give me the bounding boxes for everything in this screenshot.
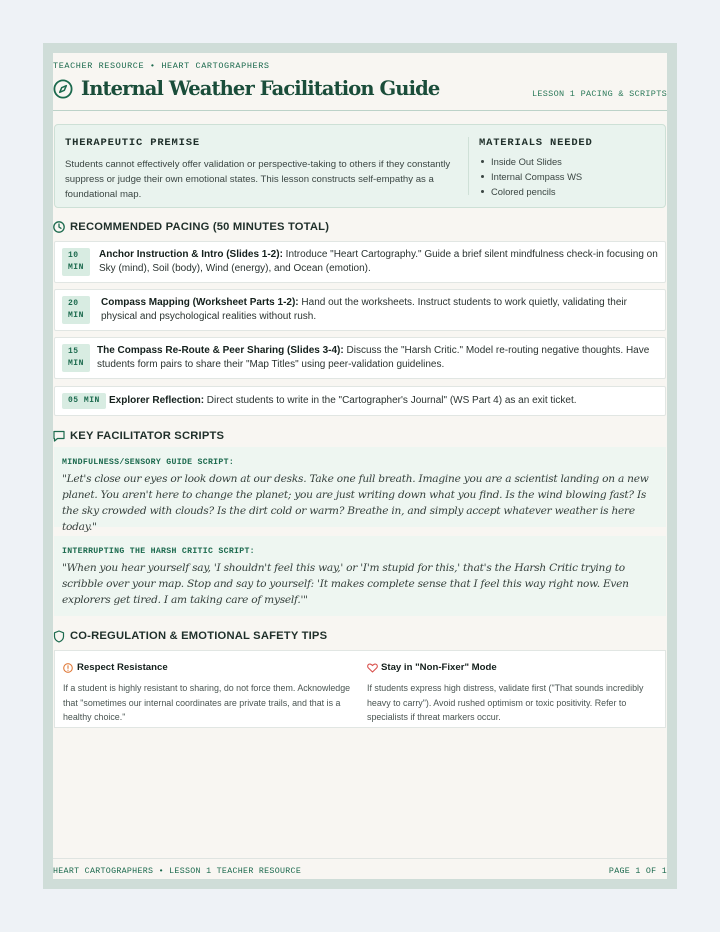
document-page (53, 53, 667, 879)
clock-icon (53, 221, 65, 233)
tip-header (367, 660, 657, 676)
script-quote: "When you hear yourself say, 'I shouldn't feel this way,' or 'I'm stupid for this,' that's the Harsh Critic trying to scribble over your map. Stop and say to yourself: 'It makes complete sense that I feel this way right now. Even explorers get tired. I am taking care of myself.'" (62, 562, 629, 606)
lesson-tag: LESSON 1 PACING & SCRIPTS (531, 89, 667, 99)
materials-item: Inside Out Slides (479, 154, 659, 169)
materials-heading: MATERIALS NEEDED (479, 137, 593, 149)
tips-section-heading (53, 628, 667, 644)
tips-card (54, 650, 666, 728)
pacing-text (97, 344, 661, 372)
footer-label: HEART CARTOGRAPHERS • LESSON 1 TEACHER RESOURCE (53, 867, 302, 876)
premise-section (65, 137, 455, 202)
script-card (54, 447, 666, 533)
tip-text: If a student is highly resistant to sharing, do not force them. Acknowledge that "sometimes our internal coordinates are private trails, and that is a healthy choice." (63, 683, 351, 722)
footer-divider (53, 858, 667, 859)
premise-box (54, 124, 666, 208)
tip-item (63, 660, 353, 725)
pacing-item (54, 337, 666, 379)
pacing-text (109, 394, 661, 408)
pacing-description: Hand out the worksheets. Instruct students to work quietly, validating their physical and psychological realities without rush. (101, 297, 627, 322)
tip-header (63, 660, 353, 676)
tip-title: Respect Resistance (77, 662, 168, 673)
materials-item: Internal Compass WS (479, 169, 659, 184)
pacing-description: Discuss the "Harsh Critic." Model re-routing negative thoughts. Have students form pairs to share their "Map Titles" using peer-validation guidelines. (97, 345, 650, 370)
scripts-section-heading (53, 428, 667, 444)
time-badge: 05 MIN (62, 393, 106, 409)
time-badge: 20 MIN (62, 296, 90, 324)
pacing-section-heading (53, 219, 667, 235)
pacing-text (99, 248, 661, 276)
premise-divider (468, 137, 469, 195)
speech-bubble-icon (53, 430, 65, 442)
shield-icon (53, 630, 65, 643)
materials-section (479, 137, 659, 199)
title-row (53, 76, 667, 106)
pacing-item (54, 241, 666, 283)
script-label: MINDFULNESS/SENSORY GUIDE SCRIPT: (62, 458, 235, 467)
tips-heading: CO-REGULATION & EMOTIONAL SAFETY TIPS (70, 630, 328, 642)
materials-item: Colored pencils (479, 184, 659, 199)
tip-text: If students express high distress, validate first ("That sounds incredibly heavy to carry"). Avoid rushed optimism or toxic positivity. Refer to specialists if threat markers occur. (367, 683, 644, 722)
time-badge: 15 MIN (62, 344, 90, 372)
premise-text: Students cannot effectively offer validation or perspective-taking to others if they constantly suppress or judge their own emotional states. This lesson constructs self-empathy as a foundational map. (65, 159, 451, 200)
tip-title: Stay in "Non-Fixer" Mode (381, 662, 497, 673)
pacing-title: The Compass Re-Route & Peer Sharing (Slides 3-4): (97, 345, 344, 356)
page-title: Internal Weather Facilitation Guide (81, 77, 440, 100)
info-circle-icon (63, 663, 73, 673)
pacing-text (101, 296, 661, 324)
premise-heading: THERAPEUTIC PREMISE (65, 137, 200, 149)
page-number: PAGE 1 OF 1 (608, 867, 667, 876)
script-quote: "Let's close our eyes or look down at our desks. Take one full breath. Imagine you are a scientist landing on a new planet. You aren't here to change the planet; you are just writing down what you find. Is the wind blowing fast? Is the sky crowded with clouds? Is the dirt cold or warm? Breathe in, and simply accept whatever weather is here today." (62, 473, 649, 533)
script-card (54, 536, 666, 616)
eyebrow-label: TEACHER RESOURCE • HEART CARTOGRAPHERS (53, 61, 270, 71)
header-divider (53, 110, 667, 111)
scripts-heading: KEY FACILITATOR SCRIPTS (70, 430, 225, 442)
time-badge: 10 MIN (62, 248, 90, 276)
pacing-description: Direct students to write in the "Cartographer's Journal" (WS Part 4) as an exit ticket. (204, 395, 577, 406)
pacing-title: Explorer Reflection: (109, 395, 205, 406)
compass-icon (53, 79, 73, 99)
tip-item (367, 660, 657, 725)
materials-list (479, 154, 659, 199)
pacing-item (54, 386, 666, 416)
heart-icon (367, 663, 378, 673)
pacing-heading: RECOMMENDED PACING (50 MINUTES TOTAL) (70, 221, 330, 233)
pacing-title: Anchor Instruction & Intro (Slides 1-2): (99, 249, 283, 260)
pacing-item (54, 289, 666, 331)
script-label: INTERRUPTING THE HARSH CRITIC SCRIPT: (62, 547, 255, 556)
pacing-description: Introduce "Heart Cartography." Guide a brief silent mindfulness check-in focusing on Sky (mind), Soil (body), Wind (energy), and Ocean (emotion). (99, 249, 658, 274)
pacing-title: Compass Mapping (Worksheet Parts 1-2): (101, 297, 299, 308)
